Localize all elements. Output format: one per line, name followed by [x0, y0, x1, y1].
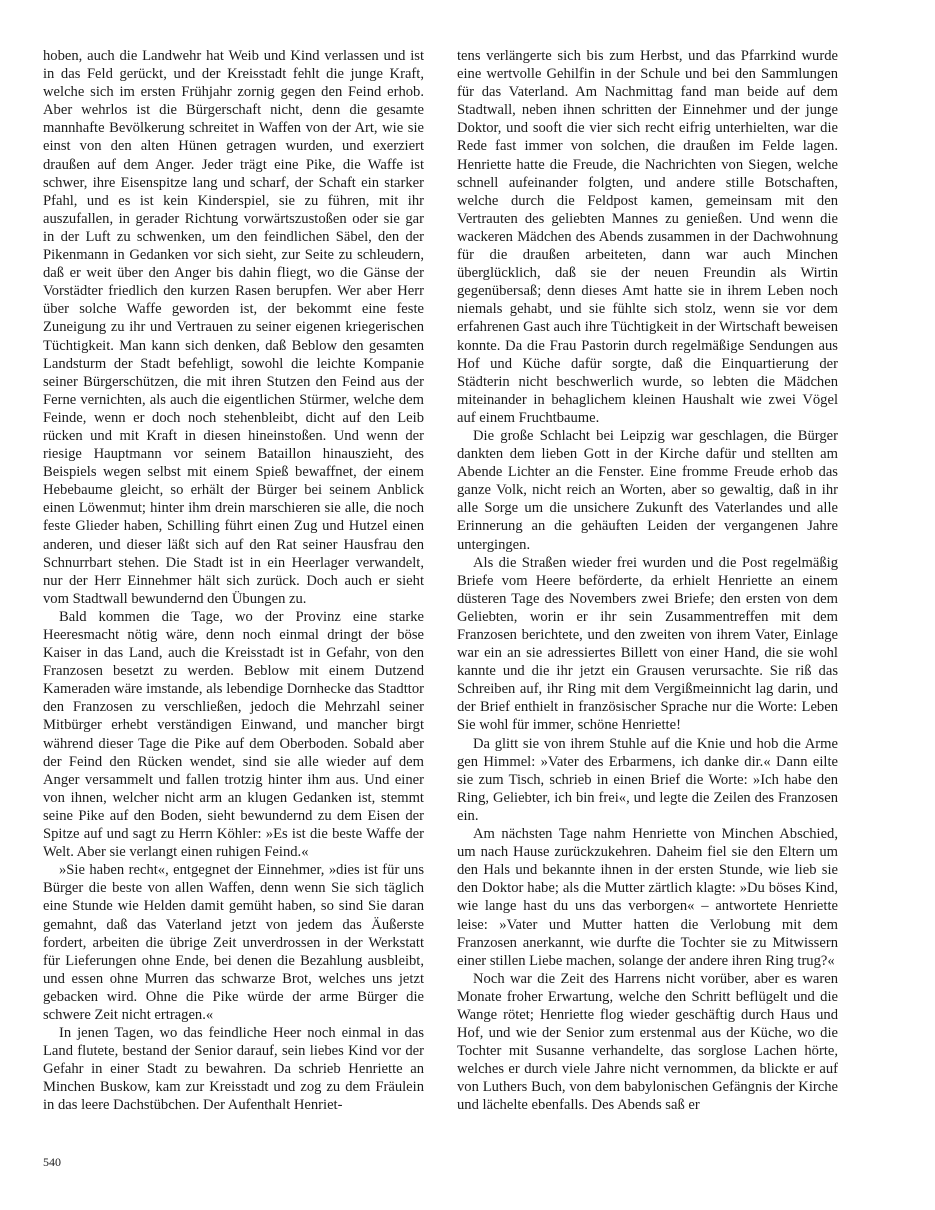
paragraph: In jenen Tagen, wo das feindliche Heer noch einmal in das Land flutete, bestand der Senior darauf, sein liebes Kind vor der Gefahr in einer Stadt zu bewahren. Da schrieb Henriette an Minchen Buskow, kam zur Kreisstadt und zog zu dem Fräulein in das leere Dachstübchen. Der Aufenthalt Henriet- [43, 1025, 424, 1114]
paragraph: hoben, auch die Landwehr hat Weib und Kind verlassen und ist in das Feld gerückt, und der Kreisstadt fehlt die junge Kraft, welche sich im ersten Frühjahr zornig gegen den Feind erhob. Aber wehrlos ist die Bürgerschaft nicht, denn die gesamte mannhafte Bevölkerung schreitet in Waffen von der Art, wie sie einst von den alten Hünen getragen wurden, und exerziert draußen auf dem Anger. Jeder trägt eine Pike, die Waffe ist schwer, ihre Eisenspitze lang und scharf, der Schaft ein starker Pfahl, und es ist kein Kinderspiel, sie zu führen, mit ihr auszufallen, in gerader Richtung vorwärtszustoßen oder sie gar in der Luft zu schwenken, um den feindlichen Säbel, den der Pikenmann in Gedanken vor sich sieht, zur Seite zu schleudern, daß er weit über den Anger bis dahin fliegt, wo die Gänse der Vorstädter friedlich den kurzen Rasen berupfen. Wer aber Herr über solche Waffe geworden ist, der bekommt eine feste Zuneigung zu ihr und Vertrauen zu seiner eigenen kriegerischen Tüchtigkeit. Man kann sich denken, daß Beblow den gesamten Landsturm der Stadt befehligt, sowohl die leichte Kompanie seiner Bürgerschützen, die mit ihren Stutzen den Feind aus der Ferne vernichten, als auch die eigentlichen Stürmer, welche dem Feinde, wenn er doch noch stehenbleibt, dicht auf den Leib rücken und mit Kraft in diesen hineinstoßen. Und wenn der riesige Hauptmann vor seinem Bataillon hinauszieht, des Beispiels wegen selbst mit einem Spieß bewaffnet, der einem Hebebaume gleicht, so erhält der Bürger bei seinem Anblick einen Löwenmut; hinter ihm drein marschieren sie alle, die noch feste Glieder haben, Schilling führt einen Zug und Hutzel einen anderen, und dieser läßt sich auf den Rat seiner Hausfrau den Schnurrbart stehen. Die Stadt ist in ein Heerlager verwandelt, nur der Herr Einnehmer hält sich zurück. Doch auch er sieht vom Stadtwall bewundernd den Übungen zu. [43, 48, 424, 607]
paragraph: »Sie haben recht«, entgegnet der Einnehmer, »dies ist für uns Bürger die beste von allen Waffen, denn wenn Sie sich täglich eine Stunde wie Helden damit gemüht haben, so sind Sie daran gemahnt, daß das Vaterland jetzt von jedem das Äußerste fordert, arbeiten die übrige Zeit unverdrossen in der Werkstatt für Lieferungen ohne Ende, bei denen die Bezahlung ausbleibt, und essen ohne Murren das schwarze Brot, welches uns jetzt gebacken wird. Ohne die Pike würde der arme Bürger die schwere Zeit nicht ertragen.« [43, 862, 424, 1023]
paragraph: Als die Straßen wieder frei wurden und die Post regelmäßig Briefe vom Heere beförderte, da erhielt Henriette an einem düsteren Tage des Novembers zwei Briefe; den ersten von dem Geliebten, worin er ihr sein Zusammentreffen mit dem Franzosen berichtete, und den zweiten von ihrem Vater, Einlage war ein an sie adressiertes Billett von einer Hand, die sie wohl kannte und die ihr jetzt ein Grausen verursachte. Sie riß das Schreiben auf, ihr Ring mit dem Vergißmeinnicht lag darin, und der Brief enthielt in französischer Sprache nur die Worte: Leben Sie wohl für immer, schöne Henriette! [457, 554, 838, 734]
page-number: 540 [43, 1155, 61, 1169]
paragraph: Die große Schlacht bei Leipzig war geschlagen, die Bürger dankten dem lieben Gott in der Kirche dafür und stellten am Abende Lichter an die Fenster. Eine fromme Freude erhob das ganze Volk, nicht reich an Worten, aber so gewaltig, daß in ihr alle Sorge um die unsichere Zukunft des Vaterlandes und alle Erinnerung an die gehäuften Leiden der vergangenen Jahre untergingen. [457, 427, 838, 553]
paragraph: Am nächsten Tage nahm Henriette von Minchen Abschied, um nach Hause zurückzukehren. Daheim fiel sie den Eltern um den Hals und bekannte ihnen in der ersten Stunde, wie lieb sie den Doktor habe; als die Mutter zärtlich klagte: »Du böses Kind, wie lange hast du uns das verborgen« – antwortete Henriette leise: »Vater und Mutter hatten die Verlobung mit dem Franzosen anerkannt, wie durfte die Tochter sie zu Mitwissern einer stillen Liebe machen, solange der andere ihren Ring trug?« [457, 826, 838, 969]
right-text-column [457, 47, 838, 1115]
paragraph: Bald kommen die Tage, wo der Provinz eine starke Heeresmacht nötig wäre, denn noch einmal dringt der böse Kaiser in das Land, auch die Kreisstadt ist in Gefahr, von den Franzosen besetzt zu werden. Beblow mit einem Dutzend Kameraden wäre imstande, als lebendige Dornhecke das Stadttor den Franzosen zu verschließen, jedoch die Mehrzahl seiner Mitbürger erhebt verständigen Einwand, und mancher birgt während dieser Tage die Pike auf dem Oberboden. Sobald aber der Feind den Rücken wendet, sind sie alle wieder auf dem Anger versammelt und fallen trotzig hinter ihm aus. Und einer von ihnen, welcher nicht arm an klugen Gedanken ist, stemmt seine Pike auf den Boden, sieht bewundernd zu dem Eisen der Spitze auf und sagt zu Herrn Köhler: »Es ist die beste Waffe der Welt. Aber sie verlangt einen ruhigen Feind.« [43, 608, 424, 861]
paragraph: Noch war die Zeit des Harrens nicht vorüber, aber es waren Monate froher Erwartung, welche den Schritt beflügelt und die Wange rötet; Henriette flog wieder geschäftig durch Haus und Hof, und wie der Senior zum erstenmal aus der Küche, wo die Tochter mit Susanne verhandelte, das sorglose Lachen hörte, welches er durch viele Jahre nicht vernommen, da blickte er auf von Luthers Buch, von dem babylonischen Gefängnis der Kirche und lächelte ebenfalls. Des Abends saß er [457, 970, 838, 1114]
paragraph: Da glitt sie von ihrem Stuhle auf die Knie und hob die Arme gen Himmel: »Vater des Erbarmens, ich danke dir.« Dann eilte sie zum Tisch, schrieb in einen Brief die Worte: »Ich habe den Ring, Geliebter, ich bin frei«, und legte die Zeilen des Franzosen ein. [457, 735, 838, 824]
left-text-column [43, 47, 424, 1115]
paragraph: tens verlängerte sich bis zum Herbst, und das Pfarrkind wurde eine wertvolle Gehilfin in der Schule und bei den Sammlungen für das Vaterland. Am Nachmittag fand man beide auf dem Stadtwall, neben ihnen schritten der Einnehmer und der junge Doktor, und sooft die vier sich recht eifrig unterhielten, war die Rede fast immer von solchen, die draußen im Felde lagen. Henriette hatte die Freude, die Nachrichten von Siegen, welche schnell aufeinander folgten, und andere stille Botschaften, welche durch die Feldpost kamen, gemeinsam mit den Vertrauten des geliebten Mannes zu genießen. Und wenn die wackeren Mädchen des Abends zusammen in der Dachwohnung für die draußen arbeiteten, dann war auch Minchen überglücklich, daß sie der neuen Freundin als Wirtin gegenübersaß; denn dieses Amt hatte sie in ihrem Leben noch niemals gehabt, und sie fühlte sich stolz, wenn sie vor dem erfahrenen Gast auch ihre Tüchtigkeit in der Wirtschaft beweisen konnte. Da die Frau Pastorin durch regelmäßige Sendungen aus Hof und Küche dafür sorgte, daß die Einquartierung der Städterin nicht beschwerlich wurde, so lebten die Mädchen miteinander in behaglichem kleinen Haushalt wie zwei Vögel auf einem Fruchtbaume. [457, 48, 838, 426]
